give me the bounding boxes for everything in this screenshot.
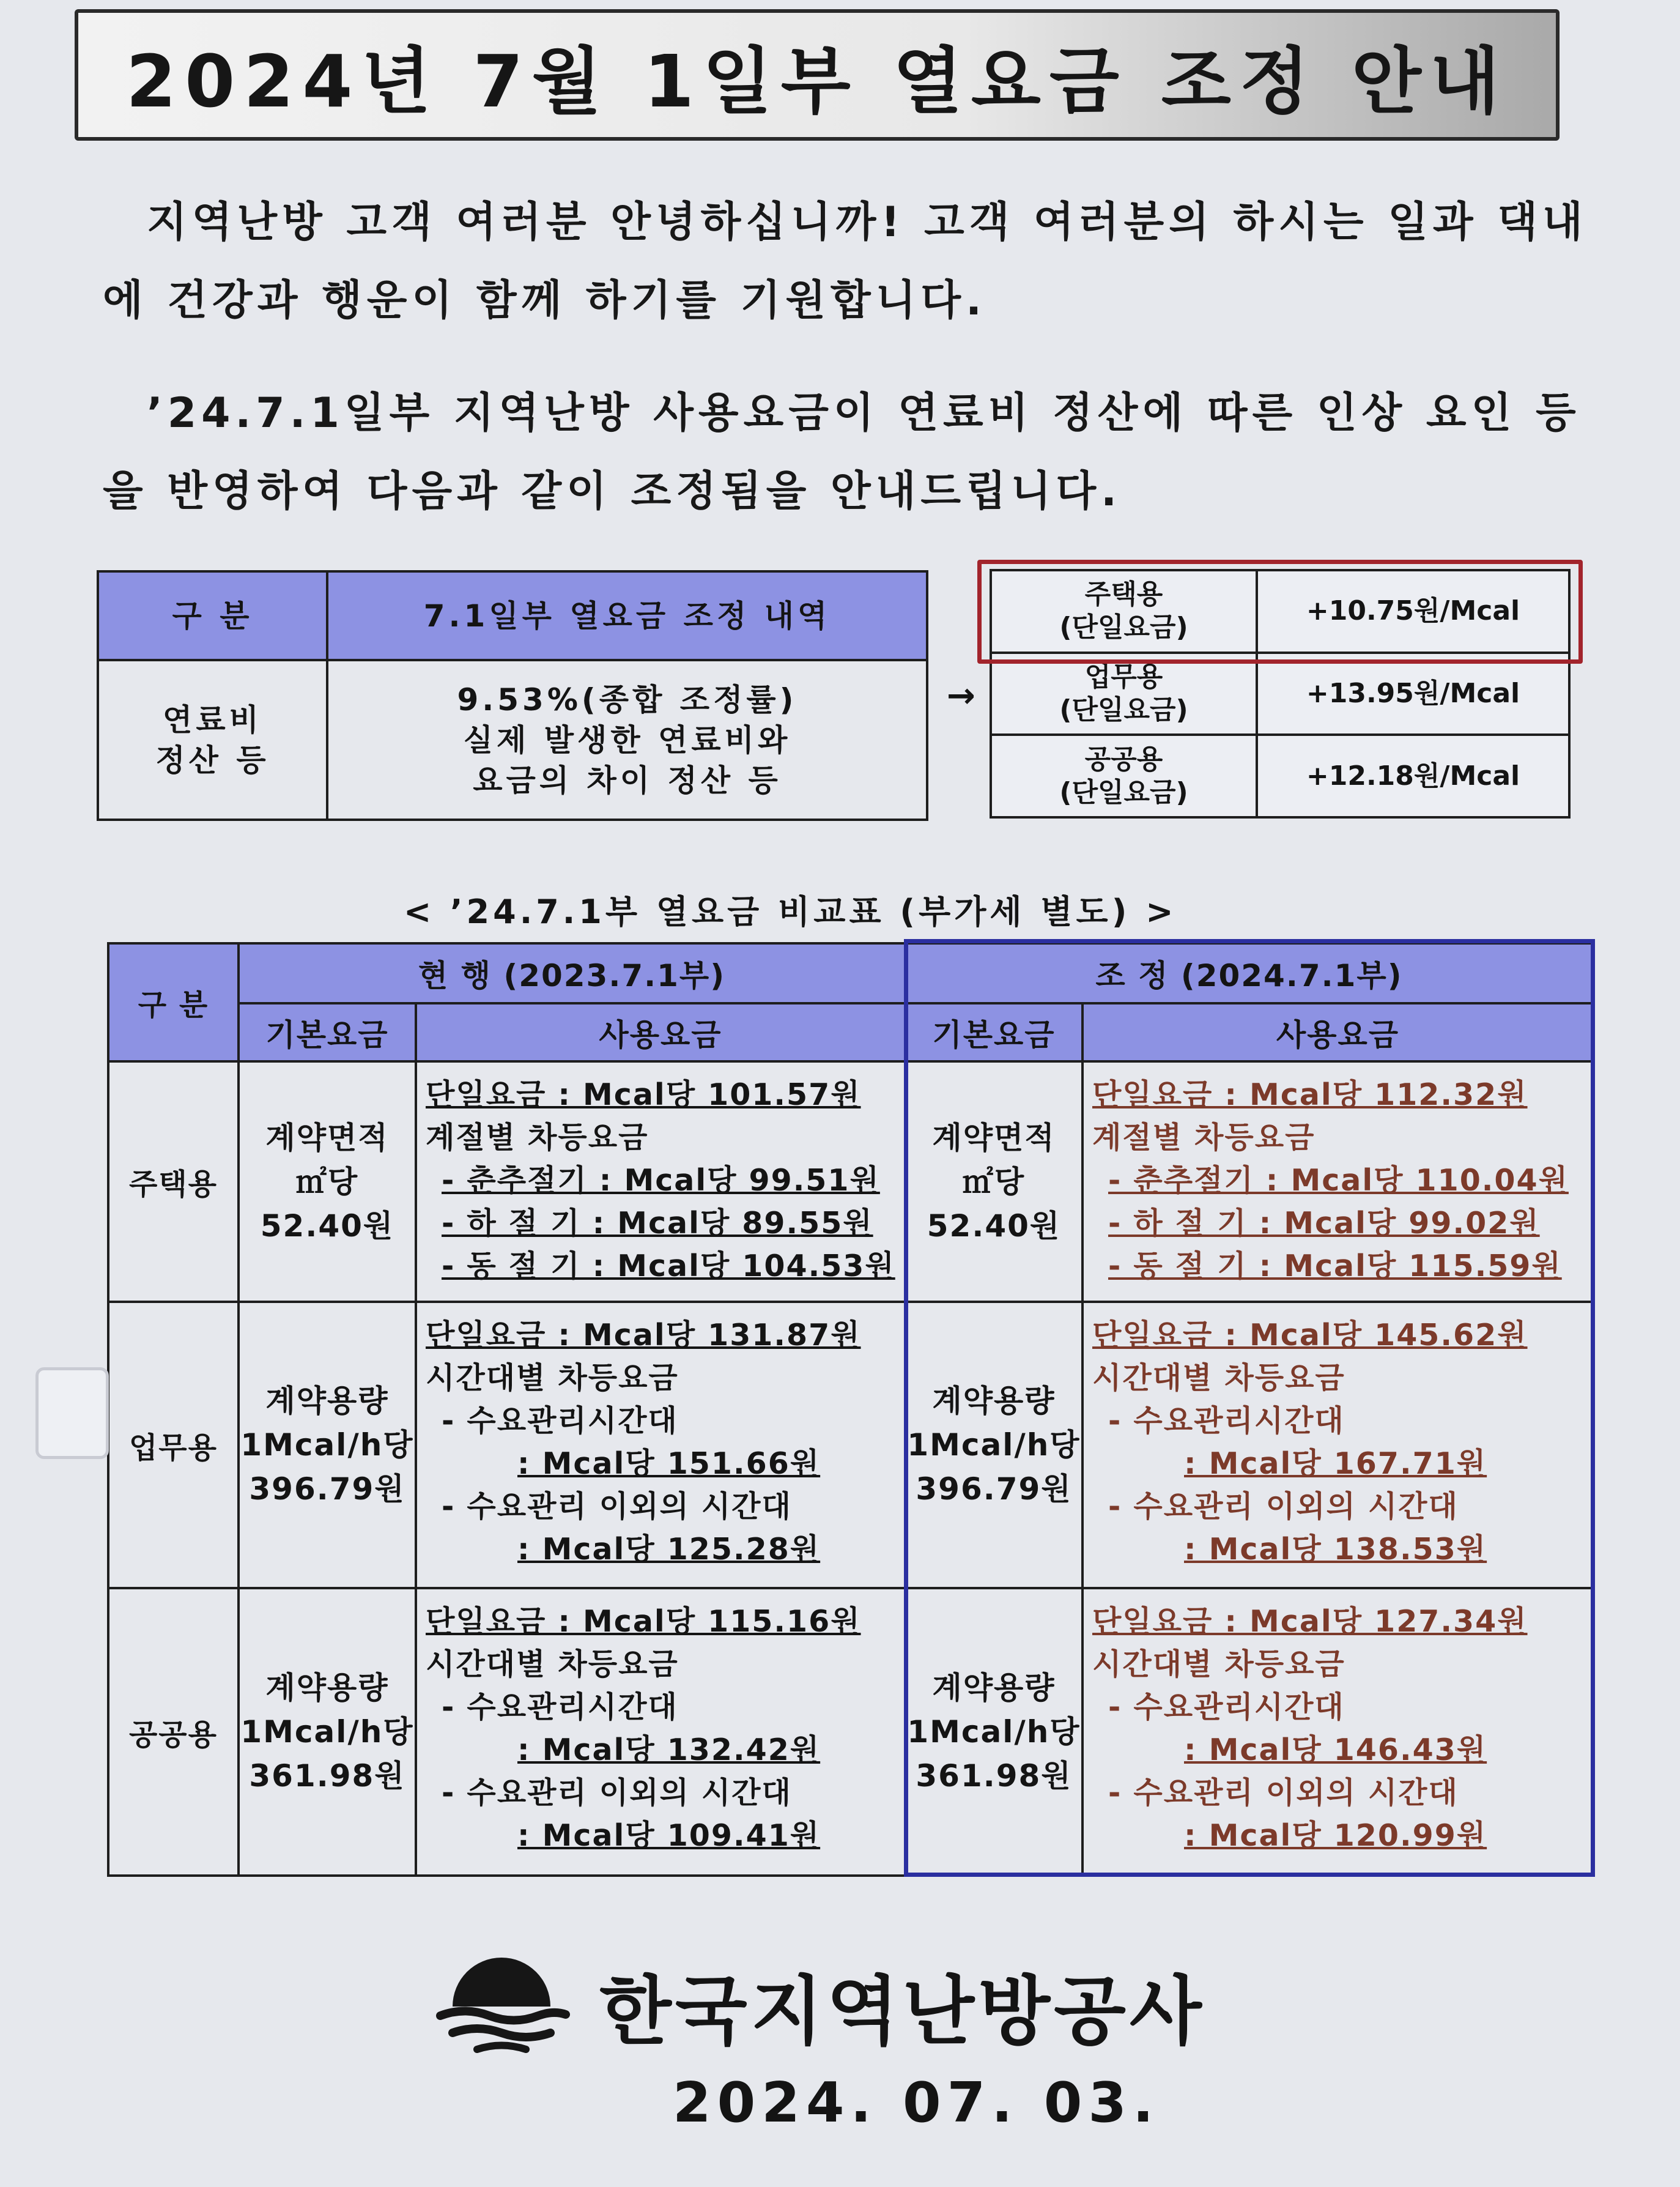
usage-fee-line: 단일요금 : Mcal당 101.57원 [426, 1077, 861, 1112]
increase-label-line1: 주택용 [1084, 579, 1163, 611]
organization-name: 한국지역난방공사 [599, 1968, 1205, 2055]
comparison-header-category: 구 분 [108, 943, 239, 1061]
usage-fee-line: 단일요금 : Mcal당 115.16원 [426, 1604, 861, 1639]
adjusted-base-fee [905, 1061, 1082, 1302]
base-fee-line: 396.79원 [249, 1471, 405, 1507]
base-fee-line: 361.98원 [249, 1758, 405, 1794]
increase-value-residential: +10.75원/Mcal [1257, 570, 1569, 653]
increase-label-line1: 업무용 [1084, 661, 1163, 692]
notice-date: 2024. 07. 03. [673, 2071, 1160, 2135]
usage-fee-line: - 하 절 기 : Mcal당 99.02원 [1108, 1206, 1540, 1241]
usage-fee-line: 계절별 차등요금 [1092, 1120, 1316, 1155]
base-fee-line: ㎡당 [962, 1164, 1026, 1200]
summary-header-category: 구 분 [98, 571, 327, 660]
usage-fee-line: : Mcal당 151.66원 [517, 1446, 821, 1481]
comparison-header-adjusted: 조 정 (2024.7.1부) [905, 943, 1593, 1003]
comparison-header-current-basic: 기본요금 [239, 1003, 416, 1061]
usage-fee-line: : Mcal당 125.28원 [517, 1532, 821, 1567]
usage-fee-line: 단일요금 : Mcal당 131.87원 [426, 1318, 861, 1353]
notice-title: 2024년 7월 1일부 열요금 조정 안내 [126, 39, 1508, 124]
current-base-fee [239, 1588, 416, 1876]
usage-fee-line: : Mcal당 167.71원 [1184, 1446, 1487, 1481]
adjusted-base-fee [905, 1302, 1082, 1588]
table-row [108, 1302, 1593, 1588]
usage-fee-line: 계절별 차등요금 [426, 1120, 649, 1155]
adjusted-usage-fee [1082, 1588, 1593, 1876]
current-base-fee [239, 1061, 416, 1302]
usage-fee-line: - 수요관리 이외의 시간대 [442, 1775, 792, 1810]
table-row [108, 1588, 1593, 1876]
usage-fee-line: - 수요관리시간대 [442, 1403, 678, 1438]
intro-text-1: 지역난방 고객 여러분 안녕하십니까! 고객 여러분의 하시는 일과 댁내에 건강과 행운이 함께 하기를 기원합니다. [103, 198, 1588, 325]
notice-title-box [75, 9, 1560, 141]
usage-fee-line: - 수요관리 이외의 시간대 [442, 1489, 792, 1524]
base-fee-line: 1Mcal/h당 [907, 1427, 1081, 1463]
summary-detail-line1: 9.53%(종합 조정률) [457, 681, 797, 718]
usage-fee-line: - 하 절 기 : Mcal당 89.55원 [442, 1206, 873, 1241]
usage-fee-line: 단일요금 : Mcal당 127.34원 [1092, 1604, 1528, 1639]
usage-fee-line: - 수요관리 이외의 시간대 [1108, 1489, 1459, 1524]
usage-fee-line: - 춘추절기 : Mcal당 110.04원 [1108, 1163, 1569, 1198]
base-fee-line: 계약면적 [265, 1119, 389, 1156]
increase-label-line2: (단일요금) [1059, 776, 1188, 808]
usage-fee-line: 단일요금 : Mcal당 145.62원 [1092, 1318, 1528, 1353]
increase-label-business [991, 653, 1257, 735]
usage-fee-line: - 춘추절기 : Mcal당 99.51원 [442, 1163, 880, 1198]
usage-fee-line: - 동 절 기 : Mcal당 104.53원 [442, 1249, 895, 1283]
increase-label-line1: 공공용 [1084, 743, 1163, 775]
increase-label-line2: (단일요금) [1059, 612, 1188, 644]
base-fee-line: 1Mcal/h당 [240, 1427, 414, 1463]
base-fee-line: 1Mcal/h당 [240, 1714, 414, 1750]
current-base-fee [239, 1302, 416, 1588]
usage-fee-line: : Mcal당 109.41원 [517, 1818, 821, 1853]
summary-header-detail: 7.1일부 열요금 조정 내역 [327, 571, 927, 660]
increase-label-public [991, 735, 1257, 817]
increase-value-public: +12.18원/Mcal [1257, 735, 1569, 817]
row-category: 공공용 [108, 1588, 239, 1876]
summary-row-label-line1: 연료비 [163, 702, 262, 738]
summary-detail-line2: 실제 발생한 연료비와 [463, 722, 791, 758]
intro-text-2: ’24.7.1일부 지역난방 사용요금이 연료비 정산에 따른 인상 요인 등을 반영하여 다음과 같이 조정됨을 안내드립니다. [103, 389, 1581, 516]
summary-table [97, 570, 928, 821]
usage-fee-line: 단일요금 : Mcal당 112.32원 [1092, 1077, 1528, 1112]
usage-fee-line: 시간대별 차등요금 [1092, 1361, 1345, 1395]
base-fee-line: ㎡당 [295, 1164, 359, 1200]
usage-fee-line: - 수요관리시간대 [442, 1690, 678, 1725]
usage-fee-line: : Mcal당 120.99원 [1184, 1818, 1487, 1853]
row-category: 주택용 [108, 1061, 239, 1302]
increase-value-business: +13.95원/Mcal [1257, 653, 1569, 735]
usage-fee-line: - 수요관리시간대 [1108, 1690, 1345, 1725]
comparison-caption: < ’24.7.1부 열요금 비교표 (부가세 별도) > [404, 893, 1177, 931]
comparison-table [107, 942, 1594, 1877]
current-usage-fee [416, 1061, 905, 1302]
residential-highlight-box [977, 560, 1583, 664]
usage-fee-line: 시간대별 차등요금 [426, 1647, 679, 1682]
usage-fee-line: - 동 절 기 : Mcal당 115.59원 [1108, 1249, 1562, 1283]
table-row [108, 1061, 1593, 1302]
arrow-icon: → [947, 676, 975, 716]
summary-row-detail [327, 660, 927, 820]
wall-sticker [35, 1367, 109, 1459]
usage-fee-line: 시간대별 차등요금 [1092, 1647, 1345, 1682]
current-usage-fee [416, 1588, 905, 1876]
increase-label-line2: (단일요금) [1059, 694, 1188, 726]
base-fee-line: 계약용량 [932, 1383, 1056, 1419]
intro-paragraph-1 [103, 184, 1595, 340]
sun-over-waves-logo-icon [428, 1948, 575, 2059]
base-fee-line: 계약용량 [932, 1670, 1056, 1706]
usage-fee-line: : Mcal당 138.53원 [1184, 1532, 1487, 1567]
intro-paragraph-2 [103, 374, 1595, 531]
base-fee-line: 52.40원 [927, 1208, 1061, 1244]
summary-row-label-line2: 정산 등 [155, 742, 270, 778]
current-usage-fee [416, 1302, 905, 1588]
summary-detail-line3: 요금의 차이 정산 등 [473, 762, 782, 798]
comparison-header-adjusted-basic: 기본요금 [905, 1003, 1082, 1061]
comparison-header-adjusted-usage: 사용요금 [1082, 1003, 1593, 1061]
comparison-header-current: 현 행 (2023.7.1부) [239, 943, 905, 1003]
row-category: 업무용 [108, 1302, 239, 1588]
base-fee-line: 396.79원 [916, 1471, 1072, 1507]
base-fee-line: 52.40원 [260, 1208, 394, 1244]
usage-fee-line: : Mcal당 146.43원 [1184, 1732, 1487, 1767]
adjusted-base-fee [905, 1588, 1082, 1876]
usage-fee-line: : Mcal당 132.42원 [517, 1732, 821, 1767]
summary-row-label [98, 660, 327, 820]
usage-fee-line: - 수요관리시간대 [1108, 1403, 1345, 1438]
adjusted-usage-fee [1082, 1061, 1593, 1302]
base-fee-line: 1Mcal/h당 [907, 1714, 1081, 1750]
usage-fee-line: - 수요관리 이외의 시간대 [1108, 1775, 1459, 1810]
comparison-header-current-usage: 사용요금 [416, 1003, 905, 1061]
base-fee-line: 361.98원 [916, 1758, 1072, 1794]
base-fee-line: 계약면적 [932, 1119, 1056, 1156]
base-fee-line: 계약용량 [265, 1383, 389, 1419]
usage-fee-line: 시간대별 차등요금 [426, 1361, 679, 1395]
adjusted-usage-fee [1082, 1302, 1593, 1588]
base-fee-line: 계약용량 [265, 1670, 389, 1706]
